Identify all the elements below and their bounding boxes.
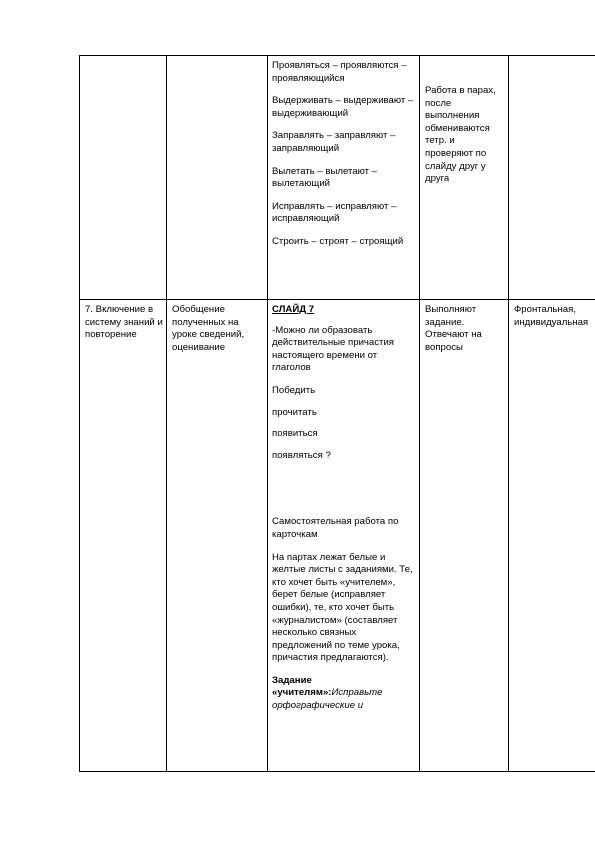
stage-cell-empty: [80, 56, 167, 300]
goal-cell-empty: [167, 56, 268, 300]
slide-title: СЛАЙД 7: [272, 304, 315, 315]
activity-text: Выполняют задание. Отвечают на вопросы: [425, 304, 482, 353]
form-text: Фронтальная, индивидуальная: [514, 304, 589, 328]
table-row: [80, 56, 595, 300]
task-label: Задание «учителям»:: [272, 674, 332, 699]
goal-text: Обобщение полученных на уроке сведений, оценивание: [172, 304, 245, 353]
lesson-plan-table: [79, 55, 595, 772]
content-cell: [268, 56, 420, 300]
verb-item: прочитать: [272, 406, 317, 418]
task-block: [272, 675, 417, 713]
independent-work-text: Самостоятельная работа по карточкам: [272, 516, 399, 540]
verb-forms-line: Вылетать – вылетают – вылетающий: [272, 165, 377, 190]
stage-text: 7. Включение в систему знаний и повторение: [85, 304, 163, 341]
stage-cell: [80, 300, 167, 772]
content-cell: [268, 300, 420, 772]
verb-forms-line: Исправлять – исправляют – исправляющий: [272, 200, 397, 225]
activity-cell: [420, 300, 509, 772]
verb-forms-line: Заправлять – заправляют – заправляющий: [272, 130, 396, 154]
question-text: -Можно ли образовать действительные причастия настоящего времени от глаголов: [272, 324, 395, 374]
verb-forms-line: Проявляться – проявляются – проявляющийся: [272, 60, 407, 84]
form-cell: [509, 300, 595, 772]
activity-text: Работа в парах, после выполнения обмениваются тетр. и проверяют по слайду друг у друга: [425, 85, 496, 185]
verb-forms-line: Выдерживать – выдерживают – выдерживающий: [272, 95, 414, 119]
activity-cell: [420, 56, 509, 300]
verb-item: Победить: [272, 384, 316, 396]
table-row: [80, 300, 595, 772]
task-description: На партах лежат белые и желтые листы с заданиями. Те, кто хочет быть «учителем», берет белые (исправляет ошибки), те, кто хочет быть «журналистом» (составляет несколько связных предложений по теме урока, причастия предлагаются).: [272, 551, 413, 664]
form-cell-empty: [509, 56, 595, 300]
verb-item: появляться ?: [272, 449, 331, 461]
verb-forms-line: Строить – строят – строящий: [272, 235, 404, 247]
task-text: Исправьте орфографические и: [272, 687, 383, 712]
verb-item: появиться: [272, 428, 318, 440]
spacer: [272, 471, 417, 516]
goal-cell: [167, 300, 268, 772]
